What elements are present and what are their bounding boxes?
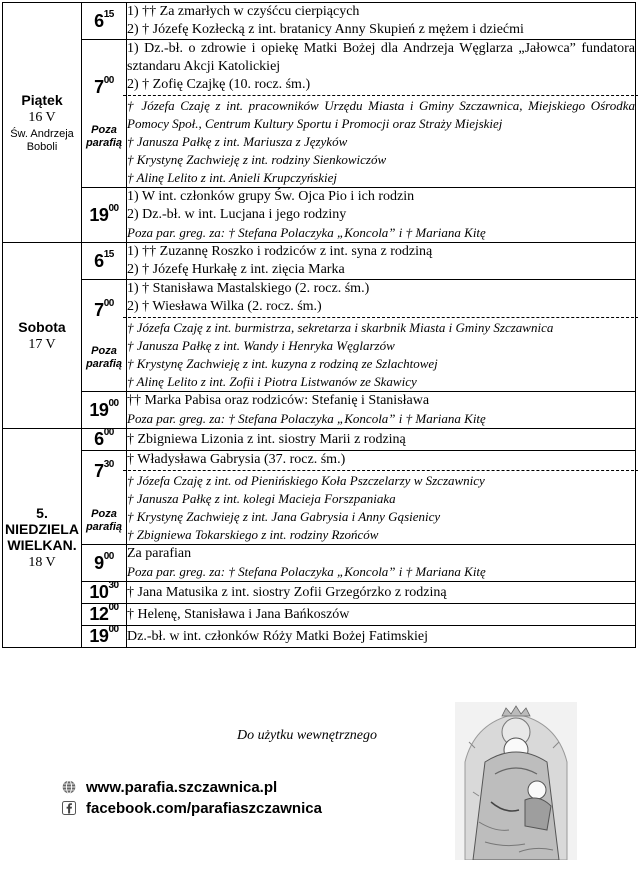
our-lady-of-perpetual-help-icon bbox=[455, 702, 577, 860]
intention-line: † Józefa Czaję z int. pracowników Urzędu Miasta i Gminy Szczawnica, Miejskiego Ośrodka Pomocy Społ., Centrum Kultury Sportu i Promocji oraz Straży Miejskiej bbox=[127, 98, 635, 131]
hour-value: 6 bbox=[94, 10, 104, 31]
mass-row bbox=[3, 582, 636, 604]
minute-value: 00 bbox=[108, 602, 119, 613]
outside-parish-label: Poza parafią bbox=[85, 124, 123, 149]
mass-row bbox=[3, 545, 636, 582]
facebook-text[interactable]: facebook.com/parafiaszczawnica bbox=[86, 800, 322, 817]
intention-line: †† Marka Pabisa oraz rodziców: Stefanię i Stanisława bbox=[127, 393, 430, 408]
intentions-cell bbox=[127, 392, 636, 429]
mass-time-cell bbox=[82, 582, 127, 604]
intention-line: † Zbigniewa Tokarskiego z int. rodziny Rzońców bbox=[127, 527, 379, 542]
mass-row bbox=[3, 280, 636, 392]
minute-value: 00 bbox=[108, 624, 119, 635]
minute-value: 15 bbox=[103, 248, 114, 260]
mass-row bbox=[3, 604, 636, 626]
mass-time-cell bbox=[82, 451, 127, 545]
day-date: 18 V bbox=[28, 555, 56, 570]
intentions-cell bbox=[127, 626, 636, 648]
minute-value: 00 bbox=[108, 397, 119, 409]
intention-line: 2) † Wiesława Wilka (2. rocz. śm.) bbox=[127, 299, 322, 314]
mass-time-cell bbox=[82, 280, 127, 392]
intentions-cell bbox=[127, 188, 636, 243]
intentions-cell bbox=[127, 582, 636, 604]
mass-time-cell bbox=[82, 626, 127, 648]
mass-hour bbox=[94, 77, 114, 97]
intention-line: † Helenę, Stanisława i Jana Bańkoszów bbox=[127, 606, 350, 622]
website-text[interactable]: www.parafia.szczawnica.pl bbox=[86, 779, 278, 796]
facebook-link[interactable] bbox=[62, 800, 322, 817]
intention-line: † Janusza Pałkę z int. kolegi Macieja Forszpaniaka bbox=[127, 491, 396, 506]
intention-line: 2) † Zofię Czajkę (10. rocz. śm.) bbox=[127, 77, 311, 92]
day-name: Sobota bbox=[18, 318, 66, 335]
hour-value: 7 bbox=[94, 77, 104, 97]
mass-hour bbox=[94, 248, 114, 271]
intention-line: † Jana Matusika z int. siostry Zofii Grzegórzko z rodziną bbox=[127, 584, 447, 600]
intentions-cell bbox=[127, 545, 636, 582]
day-name: 5. NIEDZIELA WIELKAN. bbox=[5, 505, 79, 553]
intentions-cell bbox=[127, 243, 636, 280]
facebook-icon bbox=[62, 801, 76, 815]
dashed-separator bbox=[123, 317, 638, 318]
mass-row bbox=[3, 392, 636, 429]
intention-line: Dz.-bł. w int. członków Róży Matki Bożej Fatimskiej bbox=[127, 628, 428, 644]
intention-line: † Krystynę Zachwieję z int. Jana Gabrysia i Anny Gąsienicy bbox=[127, 509, 441, 524]
minute-value: 00 bbox=[103, 550, 114, 562]
intention-line: † Janusza Pałkę z int. Mariusza z Języków bbox=[127, 134, 348, 149]
intention-line: † Alinę Lelito z int. Anieli Krupczyńskiej bbox=[127, 170, 338, 185]
mass-hour bbox=[94, 550, 114, 573]
intention-line: † Zbigniewa Lizonia z int. siostry Marii z rodziną bbox=[127, 431, 406, 447]
hour-value: 6 bbox=[94, 429, 104, 449]
intention-line: 1) †† Za zmarłych w czyśćcu cierpiących bbox=[127, 4, 360, 19]
mass-hour bbox=[89, 397, 119, 420]
day-cell bbox=[3, 429, 82, 648]
intention-line: † Janusza Pałkę z int. Wandy i Henryka Węglarzów bbox=[127, 338, 395, 353]
intentions-cell bbox=[127, 451, 636, 545]
mass-row bbox=[3, 626, 636, 648]
mass-time-cell bbox=[82, 243, 127, 280]
mass-hour bbox=[94, 300, 114, 320]
day-date: 17 V bbox=[28, 336, 56, 352]
minute-value: 00 bbox=[103, 298, 114, 309]
mass-time-cell bbox=[82, 392, 127, 429]
intention-line: † Józefa Czaję z int. burmistrza, sekretarza i skarbnik Miasta i Gminy Szczawnica bbox=[127, 320, 554, 335]
day-name: Piątek bbox=[21, 91, 63, 108]
intention-line: † Józefa Czaję z int. od Pienińskiego Koła Pszczelarzy w Szczawnicy bbox=[127, 473, 485, 488]
mass-time-cell bbox=[82, 545, 127, 582]
intention-line: 1) W int. członków grupy Św. Ojca Pio i ich rodzin bbox=[127, 189, 415, 204]
minute-value: 30 bbox=[103, 459, 114, 470]
intention-line: Poza par. greg. za: † Stefana Polaczyka „Koncola” i † Mariana Kitę bbox=[127, 564, 486, 579]
hour-value: 7 bbox=[94, 300, 104, 320]
saint-name: Św. Andrzeja Boboli bbox=[10, 127, 74, 153]
intention-line: Poza par. greg. za: † Stefana Polaczyka „Koncola” i † Mariana Kitę bbox=[127, 225, 486, 240]
outside-parish-label: Poza parafią bbox=[85, 508, 123, 533]
intention-line: † Władysława Gabrysia (37. rocz. śm.) bbox=[127, 452, 346, 467]
hour-value: 12 bbox=[89, 604, 109, 624]
hour-value: 19 bbox=[89, 626, 109, 646]
intention-line: † Krystynę Zachwieję z int. kuzyna z rodziną ze Szlachtowej bbox=[127, 356, 438, 371]
mass-time-cell bbox=[82, 188, 127, 243]
day-cell bbox=[3, 3, 82, 243]
intention-line: 2) Dz.-bł. w int. Lucjana i jego rodziny bbox=[127, 207, 347, 222]
mass-hour bbox=[94, 8, 114, 31]
hour-value: 10 bbox=[89, 582, 109, 602]
minute-value: 00 bbox=[108, 202, 119, 214]
intentions-cell bbox=[127, 3, 636, 40]
mass-row bbox=[3, 40, 636, 188]
intentions-cell bbox=[127, 280, 636, 392]
mass-row bbox=[3, 3, 636, 40]
minute-value: 00 bbox=[103, 75, 114, 86]
intention-line: Za parafian bbox=[127, 546, 192, 561]
mass-time-cell bbox=[82, 40, 127, 188]
mass-time-cell bbox=[82, 429, 127, 451]
mass-hour bbox=[89, 604, 118, 624]
intentions-cell bbox=[127, 429, 636, 451]
minute-value: 00 bbox=[103, 427, 114, 438]
intentions-cell bbox=[127, 40, 636, 188]
intention-line: † Alinę Lelito z int. Zofii i Piotra Listwanów ze Skawicy bbox=[127, 374, 417, 389]
hour-value: 7 bbox=[94, 461, 104, 481]
intentions-cell bbox=[127, 604, 636, 626]
internal-use-note: Do użytku wewnętrznego bbox=[237, 728, 377, 743]
minute-value: 15 bbox=[103, 8, 114, 20]
mass-schedule-table bbox=[2, 2, 636, 648]
mass-hour bbox=[89, 582, 118, 602]
minute-value: 30 bbox=[108, 580, 119, 591]
mass-hour bbox=[89, 626, 118, 646]
mass-time-cell bbox=[82, 604, 127, 626]
mass-hour bbox=[94, 461, 114, 481]
hour-value: 19 bbox=[89, 399, 109, 420]
day-cell bbox=[3, 243, 82, 429]
mass-row bbox=[3, 451, 636, 545]
outside-parish-label: Poza parafią bbox=[85, 345, 123, 370]
website-link[interactable] bbox=[62, 779, 277, 796]
intention-line: Poza par. greg. za: † Stefana Polaczyka „Koncola” i † Mariana Kitę bbox=[127, 411, 486, 426]
mass-row bbox=[3, 429, 636, 451]
intention-line: 1) †† Zuzannę Roszko i rodziców z int. syna z rodziną bbox=[127, 244, 433, 259]
intention-line: 2) † Józefę Hurkałę z int. zięcia Marka bbox=[127, 262, 345, 277]
intention-line: 2) † Józefę Kozłecką z int. bratanicy Anny Skupień z mężem i dziećmi bbox=[127, 22, 524, 37]
mass-hour bbox=[89, 202, 119, 225]
mass-time-cell bbox=[82, 3, 127, 40]
dashed-separator bbox=[123, 470, 638, 471]
mass-row bbox=[3, 243, 636, 280]
hour-value: 6 bbox=[94, 250, 104, 271]
dashed-separator bbox=[123, 95, 638, 96]
day-date: 16 V bbox=[28, 109, 56, 125]
mass-row bbox=[3, 188, 636, 243]
mass-hour bbox=[94, 429, 114, 449]
intention-line: 1) Dz.-bł. o zdrowie i opiekę Matki Bożej dla Andrzeja Węglarza „Jałowca” fundatora sztandaru Akcji Katolickiej bbox=[127, 41, 635, 74]
globe-icon bbox=[62, 780, 76, 794]
intention-line: 1) † Stanisława Mastalskiego (2. rocz. śm.) bbox=[127, 281, 370, 296]
intention-line: † Krystynę Zachwieję z int. rodziny Sienkowiczów bbox=[127, 152, 387, 167]
hour-value: 9 bbox=[94, 552, 104, 573]
hour-value: 19 bbox=[89, 204, 109, 225]
